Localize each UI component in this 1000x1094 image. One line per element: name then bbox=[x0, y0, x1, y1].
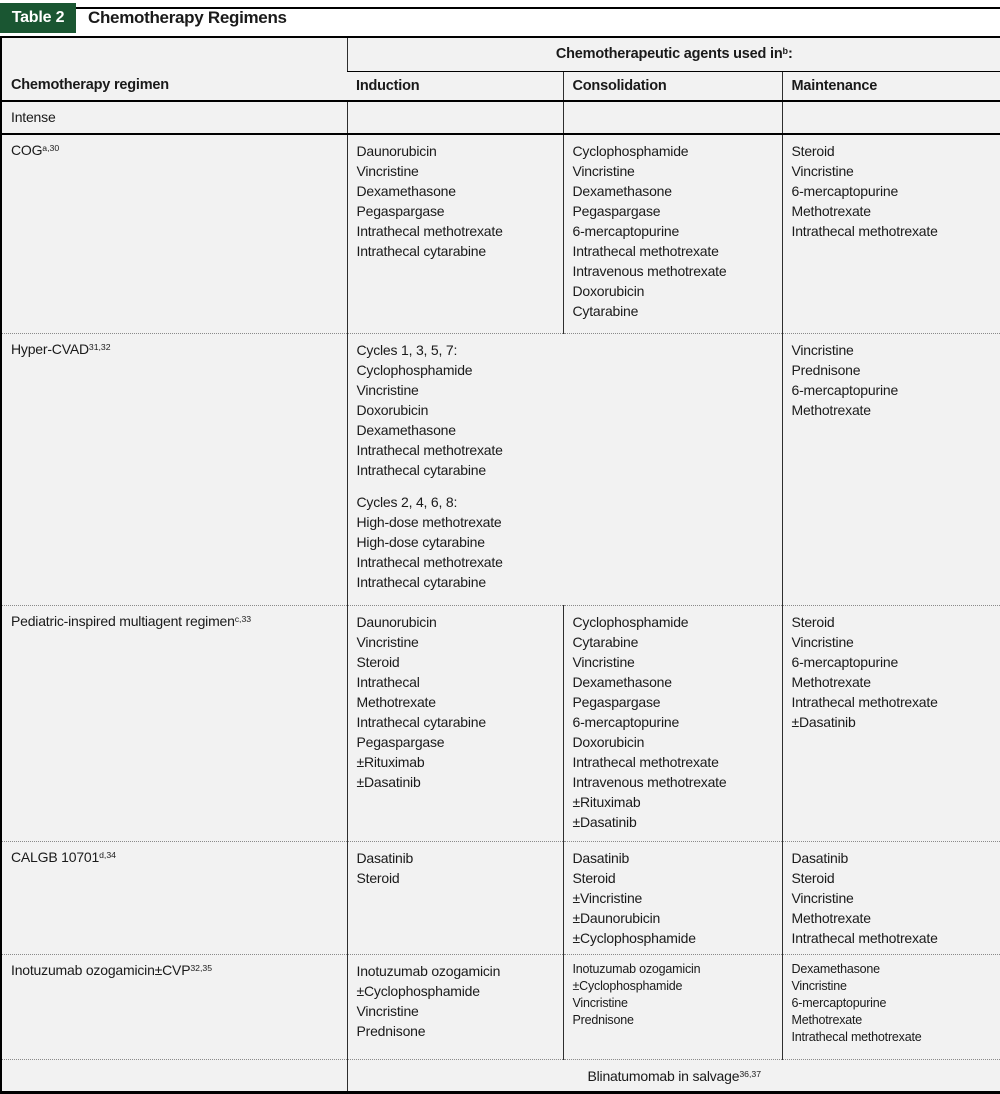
regimen-name-cell bbox=[1, 842, 347, 955]
agent-line: ±Cyclophosphamide bbox=[572, 930, 696, 946]
agent-line: Vincristine bbox=[356, 382, 419, 398]
regimen-name: COG bbox=[11, 141, 43, 158]
agent-line: Methotrexate bbox=[356, 694, 436, 710]
agent-line: Vincristine bbox=[356, 1003, 419, 1019]
regimen-row bbox=[1, 955, 1000, 1060]
agent-line: Methotrexate bbox=[791, 674, 871, 690]
agent-line: ±Vincristine bbox=[572, 890, 643, 906]
agent-line: Prednisone bbox=[791, 362, 861, 378]
agent-line: High-dose cytarabine bbox=[356, 534, 485, 550]
agent-line: Dexamethasone bbox=[356, 422, 456, 438]
citation-superscript: 32,35 bbox=[190, 963, 213, 974]
maintenance-cell bbox=[782, 955, 1000, 1060]
agent-line: Doxorubicin bbox=[356, 402, 429, 418]
regimen-column-header: Chemotherapy regimen bbox=[1, 37, 347, 101]
agent-line: Cytarabine bbox=[572, 634, 639, 650]
agent-line: Methotrexate bbox=[791, 910, 871, 926]
agent-line: Intrathecal cytarabine bbox=[356, 714, 486, 730]
agent-line: Intrathecal cytarabine bbox=[356, 574, 486, 590]
agent-line: Dexamethasone bbox=[791, 962, 880, 976]
induction-cell bbox=[347, 955, 563, 1060]
agent-line: Intrathecal methotrexate bbox=[356, 442, 503, 458]
citation-superscript: a,30 bbox=[42, 142, 60, 153]
table-number-label: Table 2 bbox=[11, 9, 65, 26]
agent-line: Cycles 1, 3, 5, 7: bbox=[356, 342, 458, 358]
consolidation-cell bbox=[563, 842, 782, 955]
maintenance-cell bbox=[782, 606, 1000, 842]
agent-line: Vincristine bbox=[356, 634, 419, 650]
agent-line: Vincristine bbox=[791, 634, 854, 650]
consolidation-column-header: Consolidation bbox=[563, 71, 782, 101]
agent-line: Vincristine bbox=[356, 162, 419, 179]
agent-line: Daunorubicin bbox=[356, 614, 437, 630]
section-label-cell: Intense bbox=[1, 101, 347, 134]
maintenance-cell bbox=[782, 334, 1000, 606]
agent-line: Methotrexate bbox=[791, 402, 871, 418]
citation-superscript: d,34 bbox=[99, 850, 116, 861]
agent-line: Steroid bbox=[791, 142, 835, 159]
chemotherapy-regimens-table bbox=[0, 36, 1000, 1094]
table-footer-body bbox=[1, 1060, 1000, 1093]
agent-line: Dasatinib bbox=[572, 850, 630, 866]
agent-line: Dexamethasone bbox=[356, 182, 456, 199]
induction-column-header: Induction bbox=[347, 71, 563, 101]
agent-line: Vincristine bbox=[791, 890, 854, 906]
agent-line: Steroid bbox=[356, 870, 400, 886]
citation-superscript: 31,32 bbox=[88, 342, 111, 353]
agent-line: Vincristine bbox=[572, 162, 635, 179]
agent-line: Cyclophosphamide bbox=[356, 362, 473, 378]
agent-line: Cyclophosphamide bbox=[572, 142, 689, 159]
agent-line: Methotrexate bbox=[791, 1013, 863, 1027]
salvage-text: Blinatumomab in salvage bbox=[587, 1067, 740, 1084]
regimen-name-cell bbox=[1, 955, 347, 1060]
agents-used-header bbox=[347, 37, 1000, 71]
maintenance-cell bbox=[782, 134, 1000, 334]
agent-line: Inotuzumab ozogamicin bbox=[356, 963, 501, 979]
agent-line: ±Dasatinib bbox=[791, 714, 856, 730]
induction-cell bbox=[347, 606, 563, 842]
agent-line: Intrathecal methotrexate bbox=[791, 1030, 922, 1044]
agent-line: Cycles 2, 4, 6, 8: bbox=[356, 494, 458, 510]
empty-cell bbox=[782, 101, 1000, 134]
agent-line: Cyclophosphamide bbox=[572, 614, 689, 630]
agent-line: Dexamethasone bbox=[572, 674, 672, 690]
citation-superscript: 36,37 bbox=[739, 1068, 762, 1079]
agent-line: Steroid bbox=[356, 654, 400, 670]
agent-line: Intravenous methotrexate bbox=[572, 262, 727, 279]
agent-line: ±Daunorubicin bbox=[572, 910, 661, 926]
agent-line: Pegaspargase bbox=[572, 202, 661, 219]
agent-line: Intrathecal methotrexate bbox=[572, 754, 719, 770]
regimen-name-cell bbox=[1, 334, 347, 606]
consolidation-cell bbox=[563, 606, 782, 842]
agent-line: Dasatinib bbox=[356, 850, 414, 866]
empty-cell bbox=[1, 1060, 347, 1093]
agent-line: High-dose methotrexate bbox=[356, 514, 502, 530]
header-row-agents bbox=[1, 37, 1000, 71]
salvage-row bbox=[1, 1060, 1000, 1093]
agent-line: ±Cyclophosphamide bbox=[572, 979, 683, 993]
induction-cell bbox=[347, 842, 563, 955]
citation-superscript: c,33 bbox=[234, 614, 252, 625]
agent-line: Daunorubicin bbox=[356, 142, 437, 159]
agent-line: ±Dasatinib bbox=[356, 774, 421, 790]
agent-line: 6-mercaptopurine bbox=[791, 654, 899, 670]
agent-line: ±Dasatinib bbox=[572, 814, 637, 830]
agent-line: Steroid bbox=[791, 870, 835, 886]
agent-line: Methotrexate bbox=[791, 202, 871, 219]
regimen-row bbox=[1, 334, 1000, 606]
agent-line: 6-mercaptopurine bbox=[791, 382, 899, 398]
agent-line: Intrathecal methotrexate bbox=[791, 930, 938, 946]
agent-line: Pegaspargase bbox=[356, 734, 445, 750]
agent-line: ±Rituximab bbox=[356, 754, 425, 770]
agent-line: 6-mercaptopurine bbox=[791, 182, 899, 199]
agent-line: 6-mercaptopurine bbox=[572, 714, 680, 730]
table-header bbox=[1, 37, 1000, 101]
agent-line: Vincristine bbox=[572, 654, 635, 670]
agent-line: Dasatinib bbox=[791, 850, 849, 866]
regimen-row bbox=[1, 842, 1000, 955]
regimen-row bbox=[1, 606, 1000, 842]
agents-header-text: Chemotherapeutic agents used in bbox=[555, 46, 783, 63]
agent-line: Cytarabine bbox=[572, 302, 639, 319]
agent-line: Intrathecal bbox=[356, 674, 420, 690]
agent-line: Intrathecal methotrexate bbox=[572, 242, 719, 259]
induction-consolidation-cell bbox=[347, 334, 782, 606]
regimen-name: CALGB 10701 bbox=[11, 849, 100, 865]
agent-line: ±Cyclophosphamide bbox=[356, 983, 480, 999]
agent-line: Pegaspargase bbox=[356, 202, 445, 219]
salvage-cell bbox=[347, 1060, 1000, 1093]
maintenance-column-header: Maintenance bbox=[782, 71, 1000, 101]
regimen-name: Pediatric-inspired multiagent regimen bbox=[11, 613, 235, 629]
footnote-b-superscript: b bbox=[782, 46, 789, 57]
agent-line: Doxorubicin bbox=[572, 282, 645, 299]
table-title: Chemotherapy Regimens bbox=[88, 8, 287, 27]
consolidation-cell bbox=[563, 134, 782, 334]
agent-line: Doxorubicin bbox=[572, 734, 645, 750]
table-number-tag bbox=[0, 3, 76, 33]
maintenance-cell bbox=[782, 842, 1000, 955]
agent-line: Intrathecal methotrexate bbox=[791, 694, 938, 710]
agent-line: Vincristine bbox=[791, 162, 854, 179]
agent-line: Vincristine bbox=[791, 342, 854, 358]
agent-line: Steroid bbox=[572, 870, 616, 886]
agent-line: Intrathecal cytarabine bbox=[356, 462, 486, 478]
line-gap bbox=[357, 480, 774, 492]
agent-line: Prednisone bbox=[356, 1023, 426, 1039]
regimen-row bbox=[1, 134, 1000, 334]
regimen-name: Inotuzumab ozogamicin±CVP bbox=[11, 962, 191, 978]
agent-line: Intrathecal methotrexate bbox=[356, 222, 503, 239]
agent-line: Intravenous methotrexate bbox=[572, 774, 727, 790]
agent-line: Steroid bbox=[791, 614, 835, 630]
agent-line: ±Rituximab bbox=[572, 794, 641, 810]
table-body bbox=[1, 101, 1000, 1060]
agent-line: 6-mercaptopurine bbox=[572, 222, 680, 239]
empty-cell bbox=[563, 101, 782, 134]
agent-line: Inotuzumab ozogamicin bbox=[572, 962, 701, 976]
consolidation-cell bbox=[563, 955, 782, 1060]
agent-line: Prednisone bbox=[572, 1013, 634, 1027]
induction-cell bbox=[347, 134, 563, 334]
agent-line: Intrathecal cytarabine bbox=[356, 242, 486, 259]
section-row-intense bbox=[1, 101, 1000, 134]
agent-line: Dexamethasone bbox=[572, 182, 672, 199]
agent-line: Vincristine bbox=[572, 996, 628, 1010]
agent-line: Pegaspargase bbox=[572, 694, 661, 710]
table-title-bar bbox=[0, 0, 1000, 36]
regimen-name: Hyper-CVAD bbox=[11, 341, 89, 357]
agent-line: Vincristine bbox=[791, 979, 847, 993]
agent-line: Intrathecal methotrexate bbox=[791, 222, 938, 239]
regimen-name-cell bbox=[1, 134, 347, 334]
agents-header-colon: : bbox=[788, 46, 793, 63]
regimen-name-cell bbox=[1, 606, 347, 842]
agent-line: 6-mercaptopurine bbox=[791, 996, 887, 1010]
agent-line: Intrathecal methotrexate bbox=[356, 554, 503, 570]
empty-cell bbox=[347, 101, 563, 134]
